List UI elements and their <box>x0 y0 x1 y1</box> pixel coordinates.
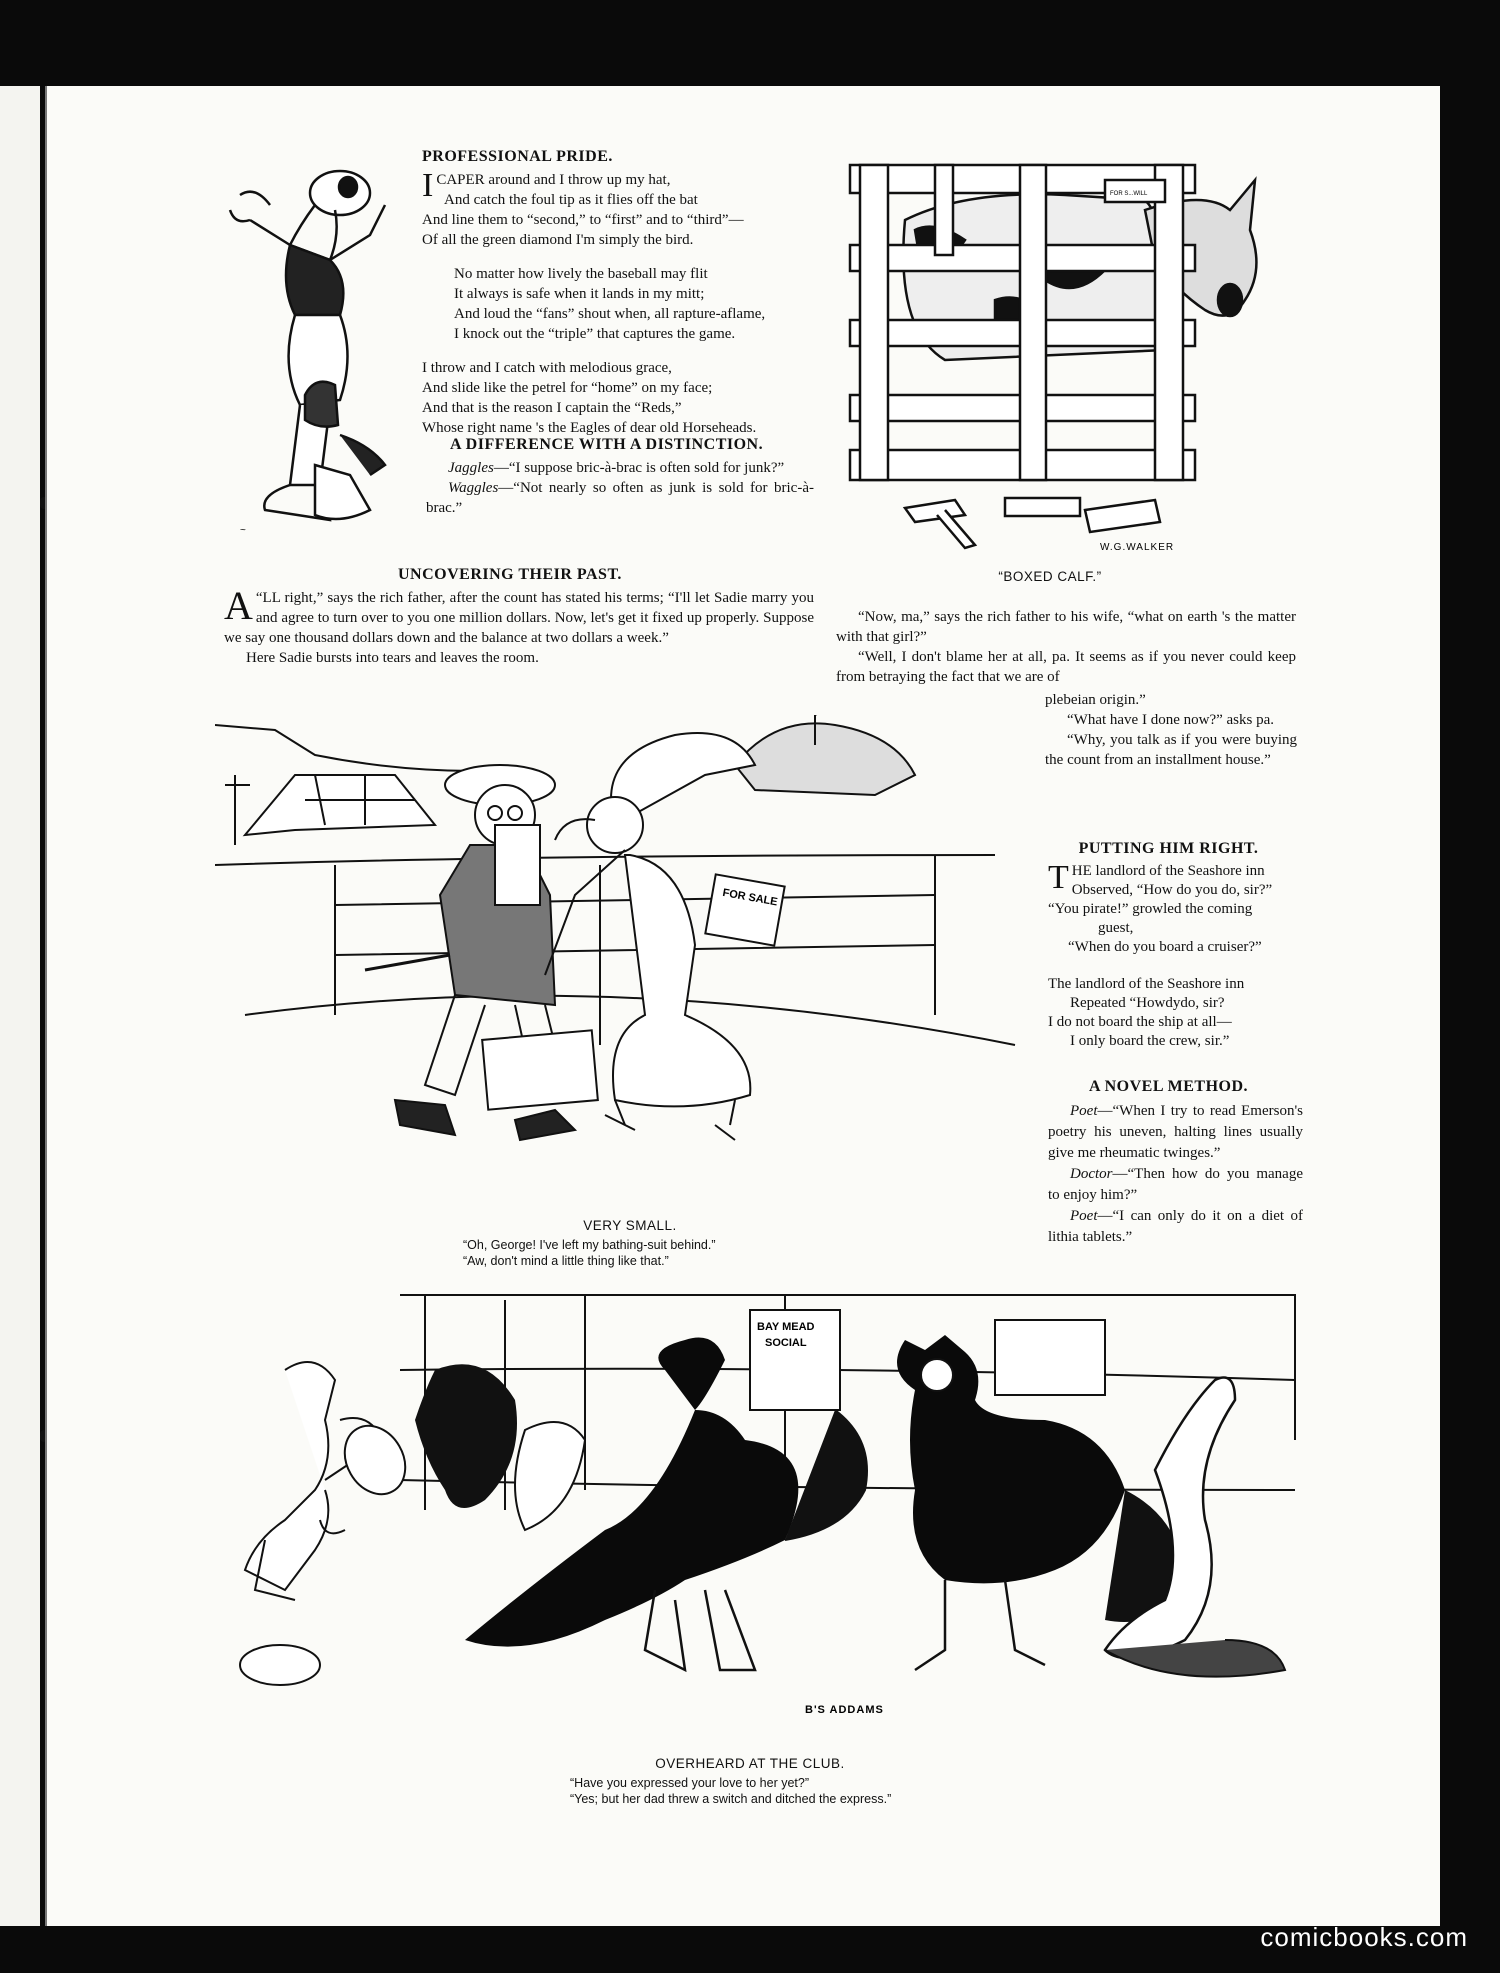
for-sale-sign: FOR SALE <box>721 886 779 909</box>
boxed-calf-caption: “BOXED CALF.” <box>998 569 1102 584</box>
professional-pride-poem: ICAPER around and I throw up my hat, And catch the foul tip as it flies off the bat And line them to “second,” to “first” and to “third”— Of all the green diamond I'm simply the bird. No matter how lively the baseball may flit It always is safe when it lands in my mitt; And loud the “fans” shout when, all rapture-aflame, I knock out the “triple” that captures the game. I throw and I catch with melodious grace, And slide like the petrel for “home” on my face; And that is the reason I captain the “Reds,” Whose right name 's the Eagles of dear old Horseheads. <box>422 167 766 436</box>
putting-him-right-title: PUTTING HIM RIGHT. <box>1078 840 1259 857</box>
crate-label: FOR S...WILL <box>1110 191 1148 197</box>
poster-line: SOCIAL <box>765 1337 807 1349</box>
uncovering-past-text-right: “Now, ma,” says the rich father to his wife, “what on earth 's the matter with that girl?” “Well, I don't blame her at all, pa. It seems as if you never could keep from betraying the fact that we are of <box>836 609 1296 685</box>
site-watermark: comicbooks.com <box>1260 1922 1468 1952</box>
baseball-player-illustration <box>220 165 410 540</box>
uncovering-past-text-column: plebeian origin.” “What have I done now?” asks pa. “Why, you talk as if you were buying the count from an installment house.” <box>1045 692 1297 768</box>
very-small-dialogue: “Oh, George! I've left my bathing-suit behind.” “Aw, don't mind a little thing like that.” <box>463 1238 716 1268</box>
putting-him-right-poem: THE landlord of the Seashore inn Observed, “How do you do, sir?” “You pirate!” growled the coming guest, “When do you board a cruiser?” The landlord of the Seashore inn Repeated “Howdydo, sir? I do not board the ship at all— I only board the crew, sir.” <box>1048 859 1273 1049</box>
very-small-illustration <box>215 715 1035 1175</box>
uncovering-past-text-left: A “LL right,” says the rich father, after the count has stated his terms; “I'll let Sadie marry you and agree to turn over to you one million dollars. Now, let's get it fixed up properly. Suppose we say one thousand dollars down and the balance at two dollars a week.” Here Sadie bursts into tears and leaves the room. <box>224 583 814 666</box>
drop-cap: T <box>1048 859 1069 896</box>
previous-page-edge <box>0 86 40 1926</box>
overheard-club-illustration <box>225 1290 1320 1750</box>
artist-signature: W.G.WALKER <box>1100 542 1175 550</box>
svg-text:~: ~ <box>240 525 246 536</box>
poster-line: BAY MEAD <box>757 1321 815 1333</box>
overheard-club-dialogue: “Have you expressed your love to her yet?” “Yes; but her dad threw a switch and ditched the express.” <box>570 1776 892 1806</box>
novel-method-title: A NOVEL METHOD. <box>1088 1078 1249 1095</box>
very-small-caption: VERY SMALL. <box>583 1218 677 1233</box>
novel-method-text: Poet—“When I try to read Emerson's poetry his uneven, halting lines usually give me rheumatic twinges.” Doctor—“Then how do you manage to enjoy him?” Poet—“I can only do it on a diet of lithia tablets.” <box>1048 1103 1303 1245</box>
drop-cap: A <box>224 583 253 628</box>
drop-cap: I <box>422 167 434 204</box>
artist-signature: B'S ADDAMS <box>805 1704 884 1716</box>
professional-pride-title: PROFESSIONAL PRIDE. <box>422 148 613 165</box>
uncovering-past-title: UNCOVERING THEIR PAST. <box>398 566 622 583</box>
boxed-calf-illustration <box>845 150 1305 550</box>
difference-text: Jaggles—“I suppose bric-à-brac is often sold for junk?” Waggles—“Not nearly so often as junk is sold for bric-à-brac.” <box>426 460 814 516</box>
difference-title: A DIFFERENCE WITH A DISTINCTION. <box>450 436 764 453</box>
overheard-club-caption: OVERHEARD AT THE CLUB. <box>655 1756 845 1771</box>
